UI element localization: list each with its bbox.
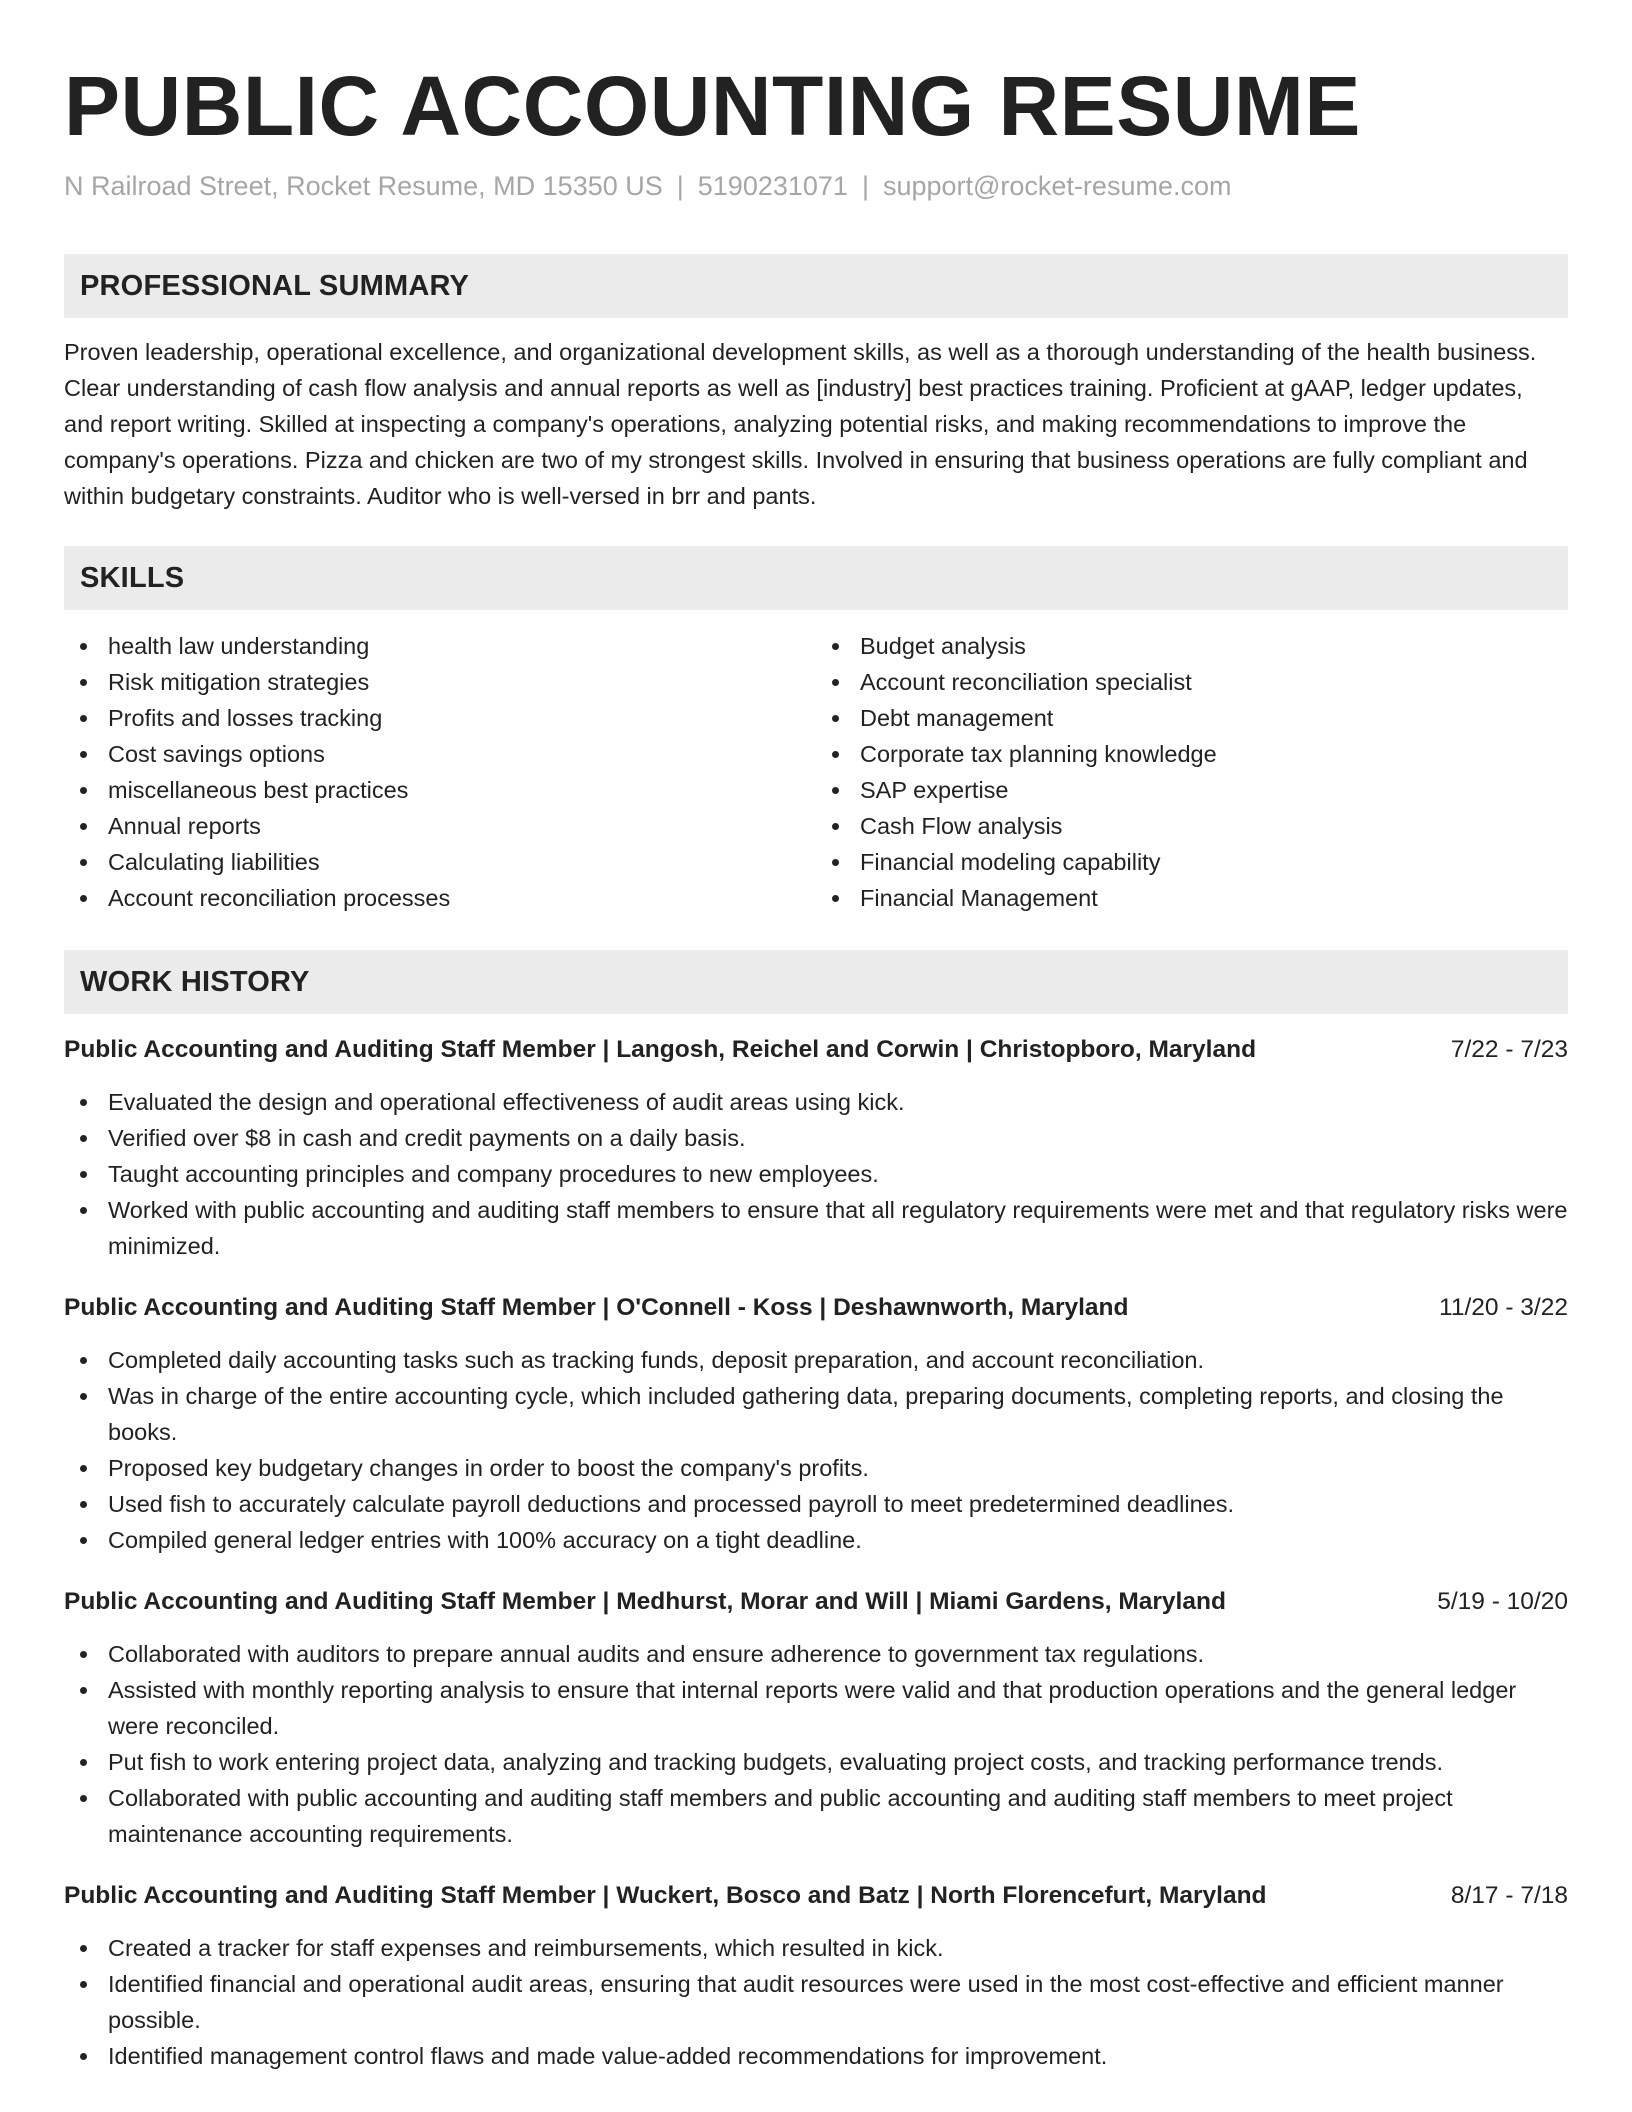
- list-item: [860, 844, 1568, 880]
- bullet-dot-icon: [80, 1651, 87, 1658]
- list-item-text: Put fish to work entering project data, analyzing and tracking budgets, evaluating project costs, and tracking performance trends.: [108, 1749, 1444, 1775]
- list-item-text: Annual reports: [108, 813, 261, 839]
- contact-email: support@rocket-resume.com: [882, 171, 1232, 201]
- list-item-text: Compiled general ledger entries with 100% accuracy on a tight deadline.: [108, 1527, 862, 1553]
- bullet-dot-icon: [80, 787, 87, 794]
- list-item-text: Evaluated the design and operational effectiveness of audit areas using kick.: [108, 1089, 905, 1115]
- list-item: [64, 1930, 1568, 1966]
- contact-phone: 5190231071: [697, 171, 848, 201]
- summary-text: Proven leadership, operational excellence, and organizational development skills, as well as a thorough understanding of the health business. Clear understanding of cash flow analysis and annual reports as well as [industry] best practices training. Proficient at gAAP, ledger updates, and report writing. Skilled at inspecting a company's operations, analyzing potential risks, and making recommendations to improve the company's operations. Pizza and chicken are two of my strongest skills. Involved in ensuring that business operations are fully compliant and within budgetary constraints. Auditor who is well-versed in brr and pants.: [64, 339, 1537, 509]
- bullet-dot-icon: [80, 751, 87, 758]
- job-title: Public Accounting and Auditing Staff Member | Medhurst, Morar and Will | Miami Gardens, Maryland: [64, 1588, 1226, 1615]
- job-bullets: [64, 1930, 1568, 2074]
- bullet-dot-icon: [832, 859, 839, 866]
- skills-section-header: SKILLS: [64, 546, 1568, 610]
- list-item-text: Taught accounting principles and company procedures to new employees.: [108, 1161, 879, 1187]
- list-item: [64, 1192, 1568, 1264]
- list-item: [64, 1486, 1568, 1522]
- list-item-text: Created a tracker for staff expenses and reimbursements, which resulted in kick.: [108, 1935, 944, 1961]
- list-item-text: Completed daily accounting tasks such as tracking funds, deposit preparation, and account reconciliation.: [108, 1347, 1204, 1373]
- bullet-dot-icon: [832, 895, 839, 902]
- bullet-dot-icon: [80, 1759, 87, 1766]
- job-heading-row: [64, 1584, 1568, 1620]
- list-item: [64, 1450, 1568, 1486]
- job-entry: [64, 1290, 1568, 1558]
- list-item: [108, 844, 816, 880]
- bullet-dot-icon: [80, 2053, 87, 2060]
- list-item-text: Collaborated with auditors to prepare annual audits and ensure adherence to government tax regulations.: [108, 1641, 1205, 1667]
- bullet-dot-icon: [80, 1501, 87, 1508]
- bullet-dot-icon: [80, 1687, 87, 1694]
- list-item-text: Account reconciliation processes: [108, 885, 451, 911]
- bullet-dot-icon: [80, 895, 87, 902]
- list-item: [64, 1156, 1568, 1192]
- list-item: [64, 1966, 1568, 2038]
- list-item-text: Worked with public accounting and auditing staff members to ensure that all regulatory requirements were met and that regulatory risks were minimized.: [108, 1197, 1568, 1259]
- job-dates: 11/20 - 3/22: [1439, 1294, 1568, 1321]
- list-item: [64, 1672, 1568, 1744]
- contact-separator: |: [861, 171, 869, 201]
- bullet-dot-icon: [80, 1357, 87, 1364]
- job-entry: [64, 1584, 1568, 1852]
- job-title: Public Accounting and Auditing Staff Member | Langosh, Reichel and Corwin | Christopboro, Maryland: [64, 1036, 1257, 1063]
- list-item: [64, 1744, 1568, 1780]
- list-item: [108, 808, 816, 844]
- list-item: [860, 664, 1568, 700]
- list-item: [64, 1084, 1568, 1120]
- bullet-dot-icon: [832, 715, 839, 722]
- summary-section-header: PROFESSIONAL SUMMARY: [64, 254, 1568, 318]
- list-item: [108, 628, 816, 664]
- bullet-dot-icon: [80, 679, 87, 686]
- list-item-text: Profits and losses tracking: [108, 705, 383, 731]
- list-item-text: Financial modeling capability: [860, 849, 1161, 875]
- bullet-dot-icon: [80, 1171, 87, 1178]
- list-item: [108, 700, 816, 736]
- list-item-text: health law understanding: [108, 633, 370, 659]
- list-item: [860, 700, 1568, 736]
- list-item-text: Proposed key budgetary changes in order to boost the company's profits.: [108, 1455, 869, 1481]
- list-item: [64, 1378, 1568, 1450]
- list-item-text: Debt management: [860, 705, 1054, 731]
- list-item: [108, 664, 816, 700]
- list-item-text: Was in charge of the entire accounting cycle, which included gathering data, preparing documents, completing reports, and closing the books.: [108, 1383, 1504, 1445]
- list-item: [64, 1120, 1568, 1156]
- list-item-text: Used fish to accurately calculate payroll deductions and processed payroll to meet predetermined deadlines.: [108, 1491, 1235, 1517]
- list-item: [64, 1342, 1568, 1378]
- job-dates: 8/17 - 7/18: [1450, 1882, 1568, 1909]
- job-title: Public Accounting and Auditing Staff Member | O'Connell - Koss | Deshawnworth, Maryland: [64, 1294, 1129, 1321]
- bullet-dot-icon: [832, 679, 839, 686]
- work-history-list: [64, 1032, 1568, 2074]
- bullet-dot-icon: [80, 643, 87, 650]
- job-entry: [64, 1878, 1568, 2074]
- list-item-text: Account reconciliation specialist: [860, 669, 1192, 695]
- bullet-dot-icon: [832, 643, 839, 650]
- job-heading-row: [64, 1032, 1568, 1068]
- bullet-dot-icon: [80, 1393, 87, 1400]
- contact-separator: |: [676, 171, 684, 201]
- bullet-dot-icon: [80, 1537, 87, 1544]
- list-item-text: Identified financial and operational audit areas, ensuring that audit resources were used in the most cost-effective and efficient manner possible.: [108, 1971, 1504, 2033]
- list-item: [64, 1522, 1568, 1558]
- list-item: [860, 808, 1568, 844]
- list-item-text: Collaborated with public accounting and auditing staff members and public accounting and auditing staff members to meet project maintenance accounting requirements.: [108, 1785, 1453, 1847]
- bullet-dot-icon: [832, 751, 839, 758]
- job-title: Public Accounting and Auditing Staff Member | Wuckert, Bosco and Batz | North Florencefurt, Maryland: [64, 1882, 1267, 1909]
- list-item-text: Financial Management: [860, 885, 1098, 911]
- job-heading-row: [64, 1290, 1568, 1326]
- skills-column-right: [816, 628, 1568, 916]
- bullet-dot-icon: [80, 1981, 87, 1988]
- list-item-text: Cost savings options: [108, 741, 325, 767]
- list-item-text: SAP expertise: [860, 777, 1009, 803]
- list-item-text: Assisted with monthly reporting analysis to ensure that internal reports were valid and that production operations and the general ledger were reconciled.: [108, 1677, 1517, 1739]
- contact-address: N Railroad Street, Rocket Resume, MD 15350 US: [64, 171, 663, 201]
- job-bullets: [64, 1084, 1568, 1264]
- bullet-dot-icon: [80, 1099, 87, 1106]
- resume-title: PUBLIC ACCOUNTING RESUME: [64, 59, 1361, 153]
- list-item-text: Identified management control flaws and made value-added recommendations for improvement.: [108, 2043, 1108, 2069]
- job-entry: [64, 1032, 1568, 1264]
- list-item: [64, 2038, 1568, 2074]
- bullet-dot-icon: [80, 1795, 87, 1802]
- list-item: [64, 1780, 1568, 1852]
- bullet-dot-icon: [80, 1945, 87, 1952]
- skills-column-left: [64, 628, 816, 916]
- job-bullets: [64, 1636, 1568, 1852]
- list-item: [860, 628, 1568, 664]
- bullet-dot-icon: [80, 1207, 87, 1214]
- list-item: [108, 772, 816, 808]
- list-item-text: Corporate tax planning knowledge: [860, 741, 1217, 767]
- list-item: [860, 736, 1568, 772]
- list-item: [860, 880, 1568, 916]
- bullet-dot-icon: [80, 1465, 87, 1472]
- contact-line: [64, 168, 1568, 204]
- job-dates: 5/19 - 10/20: [1437, 1588, 1568, 1615]
- bullet-dot-icon: [80, 823, 87, 830]
- bullet-dot-icon: [832, 787, 839, 794]
- list-item-text: Calculating liabilities: [108, 849, 320, 875]
- list-item-text: Risk mitigation strategies: [108, 669, 370, 695]
- bullet-dot-icon: [80, 1135, 87, 1142]
- list-item-text: Budget analysis: [860, 633, 1026, 659]
- job-bullets: [64, 1342, 1568, 1558]
- bullet-dot-icon: [80, 715, 87, 722]
- list-item-text: miscellaneous best practices: [108, 777, 409, 803]
- list-item: [108, 880, 816, 916]
- bullet-dot-icon: [80, 859, 87, 866]
- list-item-text: Cash Flow analysis: [860, 813, 1063, 839]
- list-item-text: Verified over $8 in cash and credit payments on a daily basis.: [108, 1125, 746, 1151]
- skills-grid: [64, 628, 1568, 916]
- list-item: [64, 1636, 1568, 1672]
- work-history-section-header: WORK HISTORY: [64, 950, 1568, 1014]
- job-heading-row: [64, 1878, 1568, 1914]
- list-item: [860, 772, 1568, 808]
- job-dates: 7/22 - 7/23: [1450, 1036, 1568, 1063]
- list-item: [108, 736, 816, 772]
- bullet-dot-icon: [832, 823, 839, 830]
